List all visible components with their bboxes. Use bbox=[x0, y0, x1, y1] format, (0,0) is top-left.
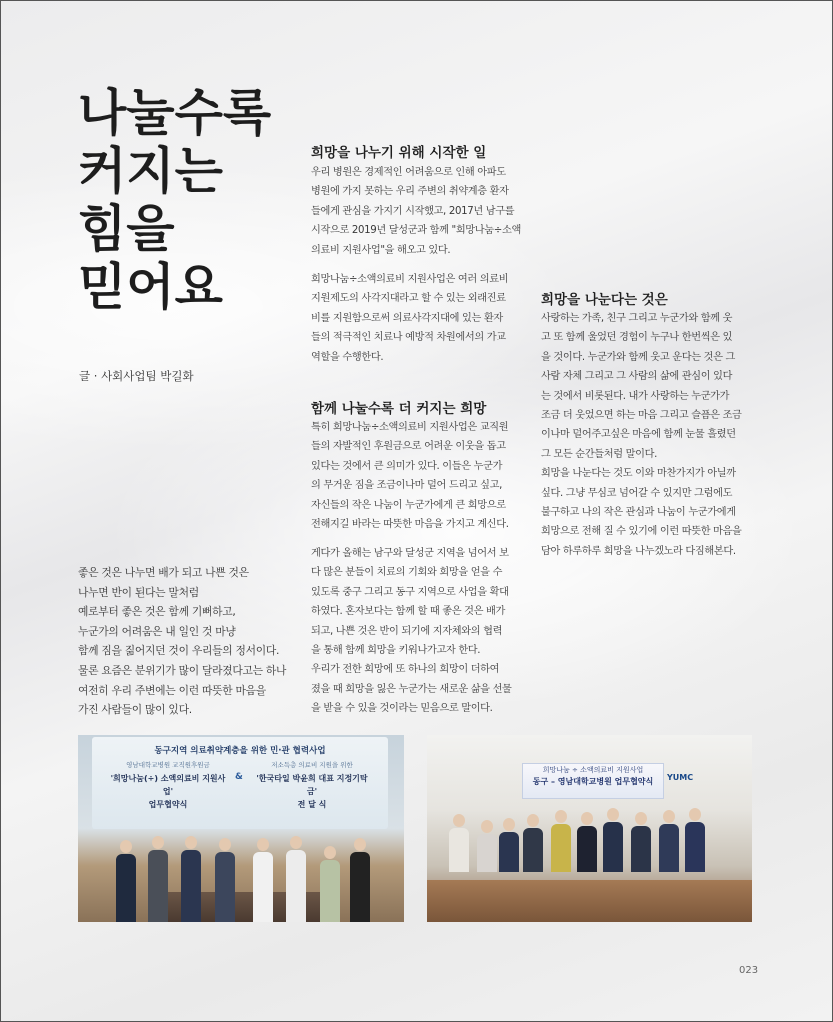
agreement-ceremony-photo-1 bbox=[78, 735, 404, 922]
section-grow-paragraph-1: 특히 희망나눔÷소액의료비 지원사업은 교직원 들의 자발적인 후원금으로 어려운 이웃을 돕고 있다는 것에서 큰 의미가 있다. 이들은 누군가 의 무거운 짐을 조금이나마 덜어 드리고 싶고, 자신들의 작은 나눔이 누군가에게 큰 희망으로 전해지길 바라는 따뜻한 마음을 가지고 계신다. bbox=[311, 422, 509, 531]
title-line: 커지는 bbox=[78, 142, 223, 200]
page-title bbox=[78, 84, 271, 316]
person-figure bbox=[449, 814, 469, 872]
section-start-paragraph-1: 우리 병원은 경제적인 어려움으로 인해 아파도 병원에 가지 못하는 우리 주변의 취약계층 환자 들에게 관심을 가지기 시작했고, 2017년 남구를 시작으로 2019년 달성군과 함께 "희망나눔÷소액 의료비 지원사업"을 해오고 있다. bbox=[311, 167, 521, 256]
person-figure bbox=[631, 812, 651, 872]
page-number: 023 bbox=[739, 965, 759, 976]
section-heading-sharing: 희망을 나눈다는 것은 bbox=[541, 292, 668, 308]
person-figure bbox=[577, 812, 597, 872]
person-figure bbox=[603, 808, 623, 872]
person-figure bbox=[116, 840, 136, 922]
section-start-paragraph-2: 희망나눔÷소액의료비 지원사업은 여러 의료비 지원제도의 사각지대라고 할 수 있는 외래진료 비를 지원함으로써 의료사각지대에 있는 환자 들의 적극적인 치료나 예방적 차원에서의 가교 역할을 수행한다. bbox=[311, 274, 509, 363]
section-heading-start: 희망을 나누기 위해 시작한 일 bbox=[311, 145, 487, 161]
banner-right-small: 저소득층 의료비 지원을 위한 bbox=[271, 761, 353, 769]
section-sharing-paragraph: 사랑하는 가족, 친구 그리고 누군가와 함께 웃 고 또 함께 울었던 경험이 누구나 한번씩은 있 을 것이다. 누군가와 함께 웃고 운다는 것은 그 사람 자체 그리고 그 사람의 삶에 관심이 있다 는 것에서 비롯된다. 내가 사랑하는 누군가가 조금 더 웃었으면 하는 마음 그리고 슬픔은 조금 이나마 덜어주고싶은 마음에 함께 눈물 흘렸던 그 모든 순간들처럼 말이다. 희망을 나눈다는 것도 이와 마찬가지가 아닐까 싶다. 그냥 무심코 넘어갈 수 있지만 그럼에도 불구하고 나의 작은 관심과 나눔이 누군가에게 희망으로 전해 질 수 있기에 이런 따뜻한 마음을 담아 하루하루 희망을 나누겠노라 다짐해본다. bbox=[541, 313, 742, 557]
banner-right-main: '한국타일 박윤희 대표 지정기탁금' bbox=[256, 774, 368, 796]
person-figure bbox=[253, 838, 273, 922]
banner-right-sub: 전 달 식 bbox=[297, 800, 327, 809]
intro-quote: 좋은 것은 나누면 배가 되고 나쁜 것은 나누면 반이 된다는 말처럼 예로부터 좋은 것은 함께 기뻐하고, 누군가의 어려움은 내 일인 것 마냥 함께 짐을 짊어지던 것이 우리들의 정서이다. 물론 요즘은 분위기가 많이 달라졌다고는 하나 여전히 우리 주변에는 이런 따뜻한 마음을 가진 사람들이 많이 있다. bbox=[78, 566, 287, 717]
person-figure bbox=[499, 818, 519, 872]
ceremony-banner bbox=[522, 763, 664, 799]
person-figure bbox=[215, 838, 235, 922]
meeting-table bbox=[427, 880, 752, 922]
banner-left-sub: 업무협약식 bbox=[148, 800, 188, 809]
person-figure bbox=[477, 820, 497, 872]
person-figure bbox=[551, 810, 571, 872]
author-byline: 글 · 사회사업팀 박길화 bbox=[79, 369, 194, 383]
meeting-table bbox=[153, 892, 333, 922]
ceremony-banner bbox=[92, 737, 388, 829]
person-figure bbox=[181, 836, 201, 922]
title-line: 나눌수록 bbox=[78, 84, 272, 142]
person-figure bbox=[350, 838, 370, 922]
banner-ampersand: & bbox=[235, 772, 243, 782]
section-heading-grow: 함께 나눌수록 더 커지는 희망 bbox=[311, 401, 487, 417]
agreement-ceremony-photo-2 bbox=[427, 735, 752, 922]
person-figure bbox=[659, 810, 679, 872]
person-figure bbox=[523, 814, 543, 872]
banner-left-block bbox=[108, 759, 228, 811]
title-line: 힘을 bbox=[78, 200, 175, 258]
person-figure bbox=[320, 846, 340, 922]
banner-title: 동구지역 의료취약계층을 위한 민·관 협력사업 bbox=[154, 746, 326, 756]
section-grow-paragraph-2: 게다가 올해는 남구와 달성군 지역을 넘어서 보 다 많은 분들이 치료의 기회와 희망을 얻을 수 있도록 중구 그리고 동구 지역으로 사업을 확대 하였다. 혼자보다는 함께 할 때 좋은 것은 배가 되고, 나쁜 것은 반이 되기에 지자체와의 협력 을 통해 함께 희망을 키워나가고자 한다. 우리가 전한 희망에 또 하나의 희망이 더하여 졌을 때 희망을 잃은 누군가는 새로운 삶을 선물 을 받을 수 있을 것이라는 믿음으로 말이다. bbox=[311, 548, 512, 715]
hospital-logo: YUMC bbox=[667, 773, 694, 782]
banner-left-small: 영남대학교병원 교직원후원금 bbox=[126, 761, 210, 769]
banner-small-text: 희망나눔 ÷ 소액의료비 지원사업 bbox=[542, 766, 644, 774]
title-line: 믿어요 bbox=[78, 258, 223, 316]
person-figure bbox=[685, 808, 705, 872]
banner-right-block bbox=[252, 759, 372, 811]
banner-left-main: '희망나눔(÷) 소액의료비 지원사업' bbox=[110, 774, 226, 796]
person-figure bbox=[286, 836, 306, 922]
person-figure bbox=[148, 836, 168, 922]
banner-main-text: 동구 – 영남대학교병원 업무협약식 bbox=[532, 777, 654, 786]
